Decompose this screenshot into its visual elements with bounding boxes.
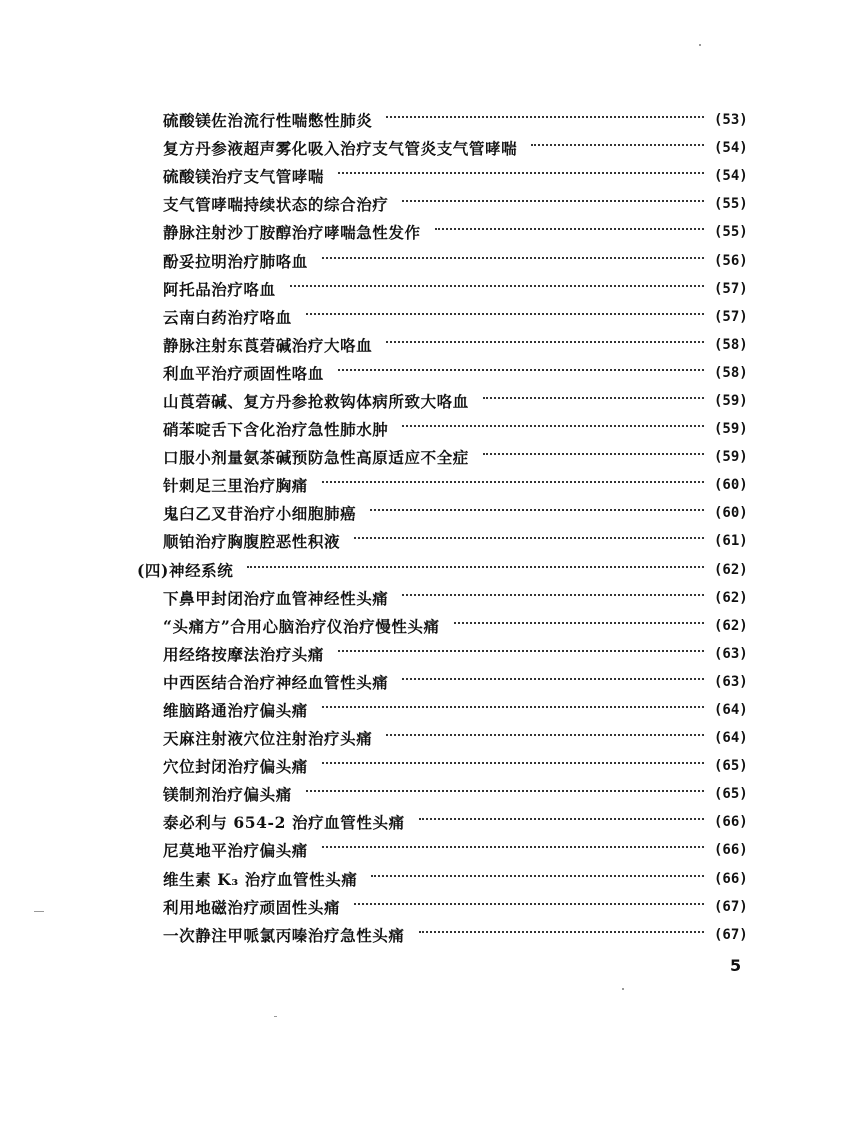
toc-entry (0, 275, 866, 303)
toc-entry (0, 190, 866, 218)
toc-entry (0, 134, 866, 162)
toc-entry (0, 836, 866, 864)
toc-entry (0, 471, 866, 499)
toc-entry-page: (62) (714, 561, 748, 578)
toc-entry-page: (59) (714, 392, 748, 409)
toc-entry (0, 584, 866, 612)
toc-entry (0, 865, 866, 893)
dot-leader (354, 537, 704, 539)
toc-entry-page: (56) (714, 252, 748, 269)
toc-entry-title: 利用地磁治疗顽固性头痛 (163, 897, 341, 917)
toc-entry-title: 复方丹参液超声雾化吸入治疗支气管炎支气管哮喘 (163, 139, 518, 159)
toc-entry (0, 808, 866, 836)
dot-leader (322, 706, 704, 708)
dot-leader (386, 116, 704, 118)
dot-leader (419, 818, 704, 820)
scan-speck (274, 1016, 277, 1017)
toc-entry-page: (57) (714, 308, 748, 325)
dot-leader (531, 144, 704, 146)
toc-entry-title: 山莨菪碱、复方丹参抢救钩体病所致大咯血 (163, 391, 469, 411)
toc-entry-title: 穴位封闭治疗偏头痛 (163, 757, 308, 777)
toc-entry-page: (58) (714, 336, 748, 353)
dot-leader (386, 734, 704, 736)
toc-entry (0, 527, 866, 555)
dot-leader (322, 846, 704, 848)
toc-entry-title: 天麻注射液穴位注射治疗头痛 (163, 729, 373, 749)
toc-entry (0, 359, 866, 387)
toc-entry-title: 硫酸镁佐治流行性喘憋性肺炎 (163, 111, 373, 131)
dot-leader (435, 228, 704, 230)
dot-leader (338, 172, 704, 174)
dot-leader (454, 622, 704, 624)
toc-entry-page: (67) (714, 926, 748, 943)
toc-entry-title: 中西医结合治疗神经血管性头痛 (163, 672, 389, 692)
toc-entry-title: 硫酸镁治疗支气管哮喘 (163, 167, 325, 187)
dot-leader (402, 425, 704, 427)
dot-leader (338, 369, 704, 371)
toc-entry-page: (60) (714, 477, 748, 494)
toc-entry-title: 维生素 K₃ 治疗血管性头痛 (163, 869, 358, 889)
toc-entry-title: 硝苯啶舌下含化治疗急性肺水肿 (163, 420, 389, 440)
toc-entry-title: 口服小剂量氨茶碱预防急性高原适应不全症 (163, 448, 469, 468)
toc-entry (0, 780, 866, 808)
dot-leader (306, 313, 704, 315)
toc-entry-page: (66) (714, 814, 748, 831)
toc-entry-page: (54) (714, 168, 748, 185)
dot-leader (338, 650, 704, 652)
toc-entry-page: (57) (714, 280, 748, 297)
toc-entry-title: 下鼻甲封闭治疗血管神经性头痛 (163, 588, 389, 608)
toc-entry-page: (64) (714, 730, 748, 747)
scan-speck (34, 911, 44, 912)
page-number: 5 (730, 956, 742, 975)
toc-entry (0, 668, 866, 696)
toc-entry-page: (64) (714, 702, 748, 719)
toc-entry-page: (63) (714, 673, 748, 690)
dot-leader (386, 341, 704, 343)
toc-entry (0, 499, 866, 527)
toc-entry-page: (58) (714, 364, 748, 381)
toc-entry-title: 鬼臼乙叉苷治疗小细胞肺癌 (163, 504, 357, 524)
toc-entry-page: (55) (714, 224, 748, 241)
toc-entry-title: 利血平治疗顽固性咯血 (163, 363, 325, 383)
toc-entry-page: (67) (714, 898, 748, 915)
toc-entry-page: (61) (714, 533, 748, 550)
toc-entry-title: 针刺足三里治疗胸痛 (163, 476, 308, 496)
toc-entry-page: (66) (714, 842, 748, 859)
toc-entry (0, 415, 866, 443)
toc-entry-page: (65) (714, 786, 748, 803)
toc-entry (0, 921, 866, 949)
toc-entry (0, 893, 866, 921)
toc-entry-page: (54) (714, 140, 748, 157)
dot-leader (371, 875, 704, 877)
toc-entry-page: (59) (714, 449, 748, 466)
toc-entry (0, 246, 866, 274)
toc-entry-title: 维脑路通治疗偏头痛 (163, 701, 308, 721)
toc-entry (0, 612, 866, 640)
dot-leader (419, 931, 704, 933)
toc-entry (0, 303, 866, 331)
toc-entry-title: 阿托品治疗咯血 (163, 279, 276, 299)
toc-entry (0, 443, 866, 471)
toc-entry-title: “头痛方”合用心脑治疗仪治疗慢性头痛 (163, 616, 440, 636)
toc-entry (0, 162, 866, 190)
toc-entry-page: (63) (714, 645, 748, 662)
toc-section-heading (0, 556, 866, 584)
dot-leader (322, 481, 704, 483)
toc-entry (0, 724, 866, 752)
toc-entry-title: 静脉注射东莨菪碱治疗大咯血 (163, 335, 373, 355)
scan-speck (699, 44, 701, 46)
toc-entry (0, 387, 866, 415)
toc-entry-page: (60) (714, 505, 748, 522)
toc-entry-title: 顺铂治疗胸腹腔恶性积液 (163, 532, 341, 552)
dot-leader (370, 509, 704, 511)
toc-entry-title: 云南白药治疗咯血 (163, 307, 292, 327)
dot-leader (247, 566, 704, 568)
toc-entry (0, 218, 866, 246)
toc-entry (0, 696, 866, 724)
dot-leader (306, 790, 704, 792)
dot-leader (322, 762, 704, 764)
toc-entry-page: (62) (714, 589, 748, 606)
dot-leader (483, 397, 704, 399)
scan-speck (622, 988, 624, 990)
toc-entry-page: (62) (714, 617, 748, 634)
toc-entry (0, 331, 866, 359)
toc-entry-title: (四)神经系统 (137, 560, 234, 580)
toc-entry-title: 支气管哮喘持续状态的综合治疗 (163, 195, 389, 215)
toc-entry (0, 106, 866, 134)
dot-leader (402, 678, 704, 680)
toc-entry-title: 静脉注射沙丁胺醇治疗哮喘急性发作 (163, 223, 421, 243)
toc-entry-title: 一次静注甲哌氯丙嗪治疗急性头痛 (163, 925, 405, 945)
toc-entry-page: (65) (714, 758, 748, 775)
toc-entry-title: 尼莫地平治疗偏头痛 (163, 841, 308, 861)
toc-entry-title: 镁制剂治疗偏头痛 (163, 785, 292, 805)
dot-leader (354, 903, 704, 905)
toc-entry-title: 酚妥拉明治疗肺咯血 (163, 251, 308, 271)
toc-entry-title: 用经络按摩法治疗头痛 (163, 644, 325, 664)
dot-leader (322, 257, 704, 259)
dot-leader (290, 285, 704, 287)
dot-leader (402, 200, 704, 202)
dot-leader (402, 594, 704, 596)
toc-entry-page: (53) (714, 112, 748, 129)
dot-leader (483, 453, 704, 455)
toc-entry-title: 泰必利与 654-2 治疗血管性头痛 (163, 813, 405, 833)
toc-entry-page: (59) (714, 421, 748, 438)
toc-entry (0, 752, 866, 780)
table-of-contents (0, 106, 866, 949)
toc-entry (0, 640, 866, 668)
toc-entry-page: (66) (714, 870, 748, 887)
toc-entry-page: (55) (714, 196, 748, 213)
